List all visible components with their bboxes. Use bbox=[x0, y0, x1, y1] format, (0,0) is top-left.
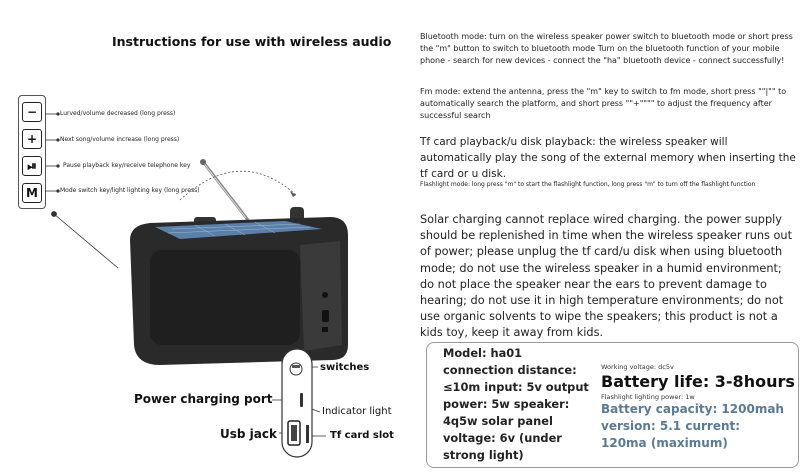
spec-left-text: Model: ha01 connection distance: ≤10m input: 5v output power: 5w speaker: 4q5w solar panel voltage: 6v (under strong light) bbox=[443, 346, 589, 462]
button-label-next-song: Next song/volume increase (long press) bbox=[60, 136, 180, 143]
flashlight-mode-text: Flashlight mode: long press "m" to start the flashlight function, long press "m" to turn off the flashlight function bbox=[420, 181, 756, 188]
button-label-mode: Mode switch key/light lighting key (long press) bbox=[60, 187, 200, 194]
working-voltage: Working voltage: dc5v bbox=[601, 363, 674, 371]
next-song-button[interactable]: + bbox=[22, 129, 42, 149]
safety-notes-text: Solar charging cannot replace wired charging. the power supply should be replenished in time when the wireless speaker runs out of power; please unplug the tf card/u disk when using bluetooth mode; do not use the wireless speaker in a humid environment; do not place the speaker near the ears to prevent damage to hearing; do not use it in high temperature environments; do not use organic solvents to wipe the speakers; this product is not a kids toy, keep it away from kids. bbox=[420, 213, 792, 340]
button-label-volume-down: Lurved/volume decreased (long press) bbox=[60, 110, 176, 117]
usb-jack-label: Usb jack bbox=[220, 427, 277, 441]
switches-label: switches bbox=[320, 362, 370, 373]
port-diagram bbox=[276, 345, 326, 465]
speaker-illustration bbox=[100, 155, 360, 370]
flashlight-power: Flashlight lighting power: 1w bbox=[601, 393, 695, 401]
power-port-label: Power charging port bbox=[134, 392, 273, 406]
page-title: Instructions for use with wireless audio bbox=[112, 34, 392, 49]
tf-playback-text: Tf card playback/u disk playback: the wireless speaker will automatically play the song of the external memory when inserting the tf card or u disk. bbox=[420, 136, 796, 180]
indicator-light-label: Indicator light bbox=[322, 406, 392, 417]
volume-down-button[interactable]: − bbox=[22, 102, 42, 122]
mode-button[interactable]: M bbox=[22, 183, 42, 203]
play-pause-button[interactable]: ⏯ bbox=[22, 156, 42, 176]
fm-mode-text: Fm mode: extend the antenna, press the "m" key to switch to fm mode, short press ""|"" to automatically search the platform, and short press ""+"""" to adjust the frequency after successful search bbox=[420, 87, 787, 120]
capacity-version-current: Battery capacity: 1200mah version: 5.1 current: 120ma (maximum) bbox=[601, 402, 784, 450]
bluetooth-mode-text: Bluetooth mode: turn on the wireless speaker power switch to bluetooth mode or short press the "m" button to switch to bluetooth mode Turn on the bluetooth function of your mobile phone - search for new devices - connect the "ha" bluetooth device - connect successfully! bbox=[420, 32, 793, 65]
tf-slot-label: Tf card slot bbox=[330, 430, 394, 441]
spec-panel bbox=[426, 342, 799, 468]
battery-life: Battery life: 3-8hours bbox=[601, 372, 795, 391]
button-label-play-pause: Pause playback key/receive telephone key bbox=[63, 162, 191, 169]
